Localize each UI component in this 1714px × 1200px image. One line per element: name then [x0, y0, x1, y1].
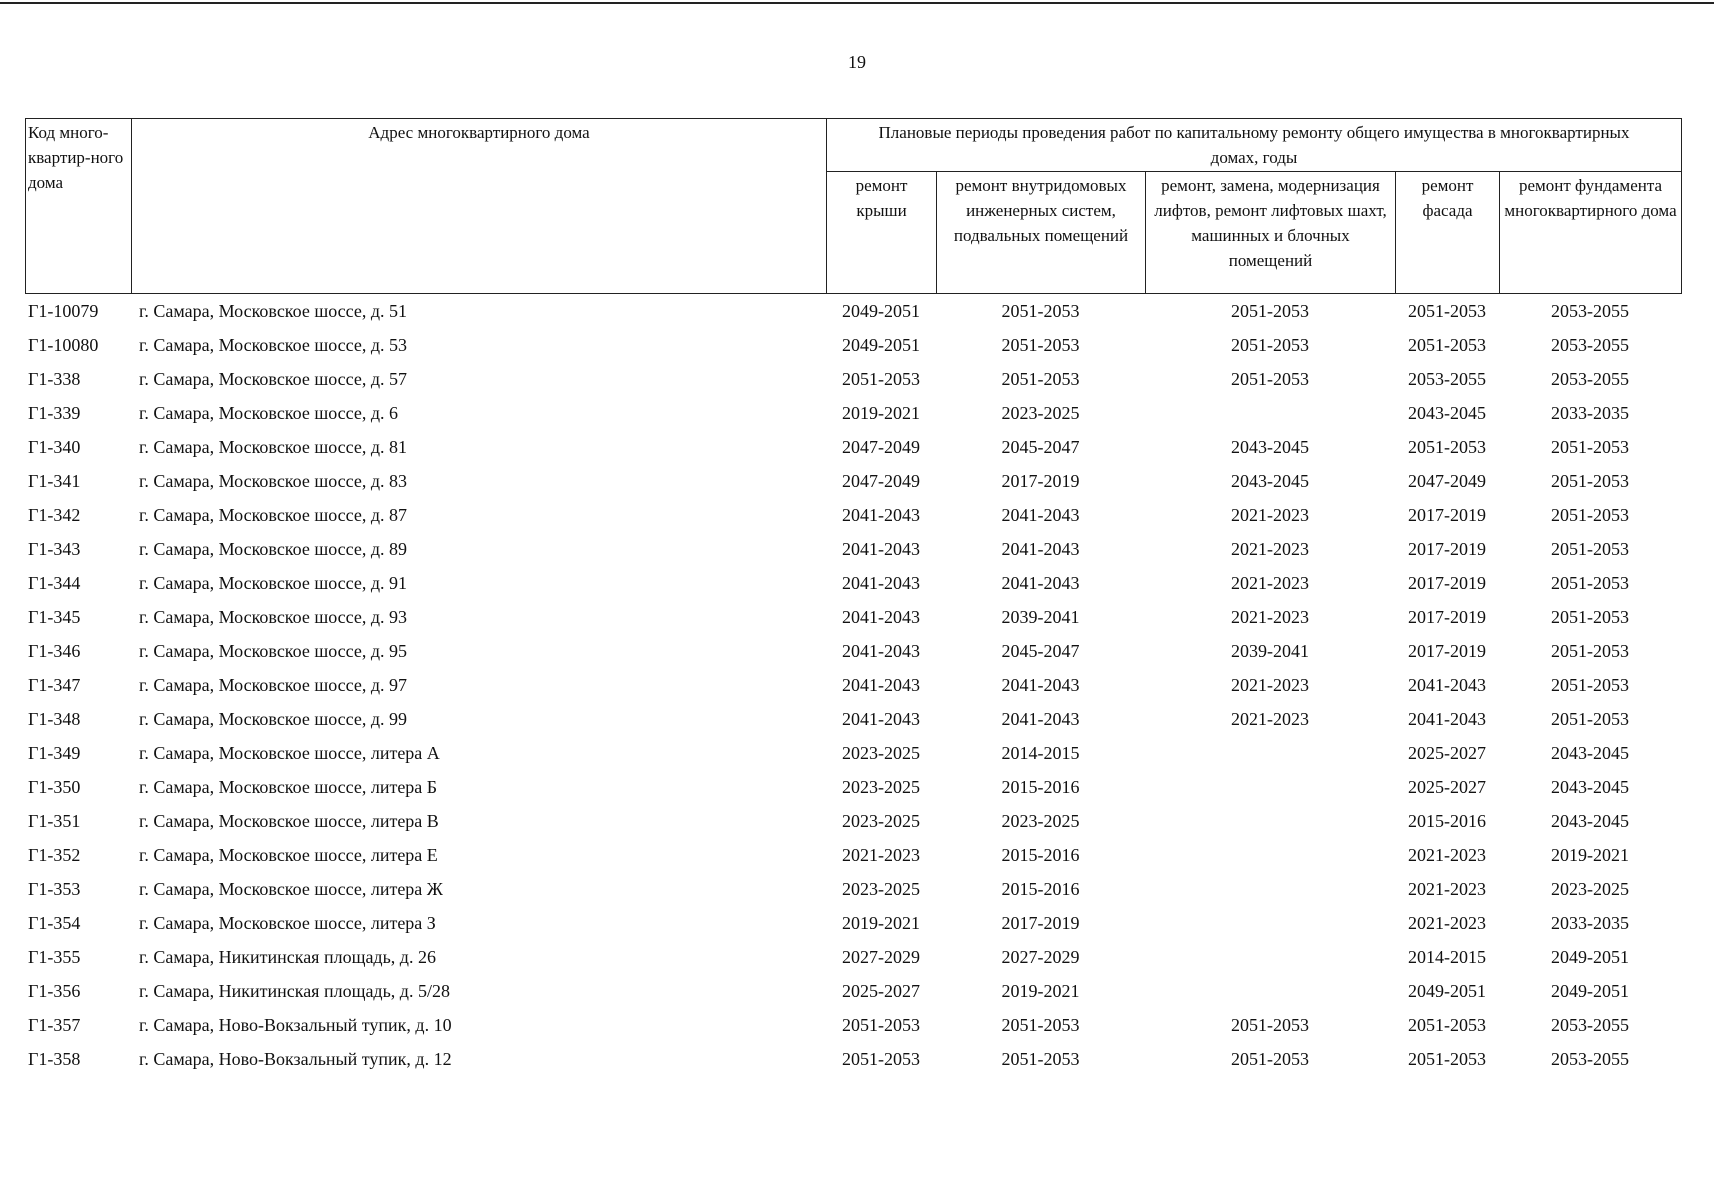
table-row	[25, 804, 1681, 838]
cell-code: Г1-357	[28, 1014, 81, 1035]
cell-facade: 2017-2019	[1408, 538, 1486, 559]
cell-lifts	[1145, 804, 1395, 838]
cell-foundation: 2033-2035	[1551, 912, 1629, 933]
cell-roof: 2041-2043	[842, 674, 920, 695]
cell-lifts	[1145, 736, 1395, 770]
cell-facade: 2051-2053	[1408, 1048, 1486, 1069]
cell-address: г. Самара, Московское шоссе, д. 97	[139, 674, 407, 695]
cell-roof: 2051-2053	[842, 1048, 920, 1069]
cell-address: г. Самара, Московское шоссе, литера А	[139, 742, 440, 763]
cell-lifts: 2021-2023	[1231, 606, 1309, 627]
cell-systems: 2017-2019	[1001, 470, 1080, 491]
cell-lifts: 2051-2053	[1231, 368, 1309, 389]
table-row	[25, 634, 1681, 668]
cell-lifts: 2021-2023	[1231, 572, 1309, 593]
cell-foundation: 2051-2053	[1551, 640, 1629, 661]
cell-facade: 2053-2055	[1408, 368, 1486, 389]
cell-systems: 2051-2053	[1001, 300, 1080, 321]
cell-roof: 2041-2043	[842, 538, 920, 559]
cell-foundation: 2051-2053	[1551, 470, 1629, 491]
cell-roof: 2023-2025	[842, 878, 920, 899]
cell-address: г. Самара, Московское шоссе, литера Б	[139, 776, 438, 797]
cell-systems: 2041-2043	[1001, 538, 1080, 559]
cell-systems: 2017-2019	[1001, 912, 1080, 933]
cell-lifts: 2021-2023	[1231, 674, 1309, 695]
cell-address: г. Самара, Московское шоссе, д. 87	[139, 504, 407, 525]
table-row	[25, 566, 1681, 600]
cell-address: г. Самара, Московское шоссе, литера З	[139, 912, 436, 933]
cell-roof: 2023-2025	[842, 776, 920, 797]
cell-roof: 2041-2043	[842, 606, 920, 627]
cell-foundation: 2049-2051	[1551, 946, 1629, 967]
cell-systems: 2027-2029	[1001, 946, 1080, 967]
cell-facade: 2021-2023	[1408, 844, 1486, 865]
cell-systems: 2019-2021	[1001, 980, 1080, 1001]
cell-facade: 2049-2051	[1408, 980, 1486, 1001]
cell-code: Г1-352	[28, 844, 81, 865]
cell-roof: 2025-2027	[842, 980, 920, 1001]
cell-foundation: 2043-2045	[1551, 810, 1629, 831]
header-systems: ремонт внутридомовых инженерных систем, подвальных помещений	[937, 172, 1146, 294]
cell-lifts	[1145, 396, 1395, 430]
cell-lifts	[1145, 872, 1395, 906]
cell-code: Г1-358	[28, 1048, 81, 1069]
cell-code: Г1-340	[28, 436, 81, 457]
cell-roof: 2041-2043	[842, 504, 920, 525]
cell-roof: 2041-2043	[842, 640, 920, 661]
cell-roof: 2047-2049	[842, 436, 920, 457]
cell-foundation: 2019-2021	[1551, 844, 1629, 865]
table-row	[25, 430, 1681, 464]
cell-lifts: 2051-2053	[1231, 1048, 1309, 1069]
cell-systems: 2051-2053	[1001, 1014, 1080, 1035]
header-code: Код много-квартир-ного дома	[26, 119, 132, 294]
cell-address: г. Самара, Московское шоссе, д. 91	[139, 572, 407, 593]
cell-facade: 2041-2043	[1408, 674, 1486, 695]
cell-code: Г1-350	[28, 776, 81, 797]
cell-address: г. Самара, Московское шоссе, д. 89	[139, 538, 407, 559]
cell-code: Г1-343	[28, 538, 81, 559]
cell-facade: 2051-2053	[1408, 1014, 1486, 1035]
cell-lifts: 2051-2053	[1231, 1014, 1309, 1035]
cell-lifts: 2051-2053	[1231, 300, 1309, 321]
cell-foundation: 2043-2045	[1551, 742, 1629, 763]
cell-roof: 2047-2049	[842, 470, 920, 491]
cell-facade: 2025-2027	[1408, 742, 1486, 763]
cell-address: г. Самара, Московское шоссе, д. 6	[139, 402, 398, 423]
table-row	[25, 736, 1681, 770]
cell-foundation: 2049-2051	[1551, 980, 1629, 1001]
cell-systems: 2015-2016	[1001, 878, 1080, 899]
cell-roof: 2051-2053	[842, 1014, 920, 1035]
cell-foundation: 2053-2055	[1551, 1014, 1629, 1035]
cell-foundation: 2053-2055	[1551, 300, 1629, 321]
cell-address: г. Самара, Московское шоссе, литера В	[139, 810, 439, 831]
table-row	[25, 328, 1681, 362]
cell-lifts: 2043-2045	[1231, 470, 1309, 491]
cell-roof: 2019-2021	[842, 402, 920, 423]
cell-roof: 2041-2043	[842, 572, 920, 593]
cell-systems: 2041-2043	[1001, 708, 1080, 729]
cell-code: Г1-354	[28, 912, 81, 933]
cell-systems: 2045-2047	[1001, 436, 1080, 457]
cell-address: г. Самара, Ново-Вокзальный тупик, д. 12	[139, 1048, 452, 1069]
cell-foundation: 2023-2025	[1551, 878, 1629, 899]
cell-systems: 2039-2041	[1001, 606, 1080, 627]
cell-lifts	[1145, 838, 1395, 872]
cell-lifts	[1145, 906, 1395, 940]
cell-lifts: 2051-2053	[1231, 334, 1309, 355]
cell-facade: 2014-2015	[1408, 946, 1486, 967]
cell-foundation: 2043-2045	[1551, 776, 1629, 797]
cell-systems: 2045-2047	[1001, 640, 1080, 661]
cell-code: Г1-339	[28, 402, 81, 423]
table-body	[25, 294, 1681, 1076]
cell-systems: 2015-2016	[1001, 776, 1080, 797]
header-roof: ремонт крыши	[827, 172, 937, 294]
cell-roof: 2023-2025	[842, 810, 920, 831]
cell-address: г. Самара, Московское шоссе, д. 93	[139, 606, 407, 627]
cell-systems: 2051-2053	[1001, 1048, 1080, 1069]
cell-address: г. Самара, Никитинская площадь, д. 5/28	[139, 980, 450, 1001]
cell-facade: 2051-2053	[1408, 436, 1486, 457]
cell-code: Г1-342	[28, 504, 81, 525]
cell-facade: 2047-2049	[1408, 470, 1486, 491]
cell-foundation: 2053-2055	[1551, 1048, 1629, 1069]
cell-code: Г1-353	[28, 878, 81, 899]
top-border-line	[0, 2, 1714, 4]
table-row	[25, 294, 1681, 328]
cell-code: Г1-346	[28, 640, 81, 661]
cell-address: г. Самара, Никитинская площадь, д. 26	[139, 946, 436, 967]
cell-facade: 2017-2019	[1408, 504, 1486, 525]
cell-facade: 2041-2043	[1408, 708, 1486, 729]
cell-foundation: 2033-2035	[1551, 402, 1629, 423]
cell-foundation: 2051-2053	[1551, 674, 1629, 695]
cell-foundation: 2051-2053	[1551, 708, 1629, 729]
cell-roof: 2021-2023	[842, 844, 920, 865]
table-row	[25, 396, 1681, 430]
cell-foundation: 2051-2053	[1551, 436, 1629, 457]
cell-roof: 2051-2053	[842, 368, 920, 389]
cell-address: г. Самара, Московское шоссе, д. 81	[139, 436, 407, 457]
cell-facade: 2017-2019	[1408, 572, 1486, 593]
cell-foundation: 2053-2055	[1551, 368, 1629, 389]
cell-code: Г1-10080	[28, 334, 99, 355]
cell-address: г. Самара, Московское шоссе, д. 51	[139, 300, 407, 321]
table-row	[25, 940, 1681, 974]
cell-code: Г1-349	[28, 742, 81, 763]
cell-address: г. Самара, Московское шоссе, д. 57	[139, 368, 407, 389]
cell-address: г. Самара, Московское шоссе, д. 83	[139, 470, 407, 491]
header-lifts: ремонт, замена, модернизация лифтов, ремонт лифтовых шахт, машинных и блочных помещений	[1146, 172, 1396, 294]
cell-lifts	[1145, 974, 1395, 1008]
cell-systems: 2051-2053	[1001, 334, 1080, 355]
cell-foundation: 2051-2053	[1551, 606, 1629, 627]
table-row	[25, 702, 1681, 736]
cell-roof: 2023-2025	[842, 742, 920, 763]
cell-code: Г1-351	[28, 810, 81, 831]
page-number: 19	[848, 52, 866, 72]
cell-lifts: 2021-2023	[1231, 708, 1309, 729]
cell-roof: 2041-2043	[842, 708, 920, 729]
cell-roof: 2019-2021	[842, 912, 920, 933]
cell-foundation: 2051-2053	[1551, 504, 1629, 525]
cell-facade: 2051-2053	[1408, 334, 1486, 355]
cell-roof: 2049-2051	[842, 334, 920, 355]
cell-roof: 2027-2029	[842, 946, 920, 967]
header-foundation: ремонт фундамента многоквартирного дома	[1500, 172, 1682, 294]
cell-facade: 2021-2023	[1408, 912, 1486, 933]
cell-systems: 2023-2025	[1001, 810, 1080, 831]
cell-systems: 2041-2043	[1001, 572, 1080, 593]
table-row	[25, 872, 1681, 906]
cell-foundation: 2053-2055	[1551, 334, 1629, 355]
table-row	[25, 974, 1681, 1008]
cell-lifts: 2043-2045	[1231, 436, 1309, 457]
cell-code: Г1-355	[28, 946, 81, 967]
table-row	[25, 1008, 1681, 1042]
table-row	[25, 498, 1681, 532]
table-row	[25, 362, 1681, 396]
cell-lifts	[1145, 940, 1395, 974]
cell-lifts	[1145, 770, 1395, 804]
cell-systems: 2051-2053	[1001, 368, 1080, 389]
table-row	[25, 532, 1681, 566]
cell-systems: 2014-2015	[1001, 742, 1080, 763]
cell-address: г. Самара, Московское шоссе, д. 53	[139, 334, 407, 355]
cell-systems: 2023-2025	[1001, 402, 1080, 423]
table-row	[25, 770, 1681, 804]
cell-systems: 2015-2016	[1001, 844, 1080, 865]
cell-foundation: 2051-2053	[1551, 572, 1629, 593]
cell-address: г. Самара, Московское шоссе, литера Е	[139, 844, 438, 865]
cell-facade: 2017-2019	[1408, 606, 1486, 627]
cell-systems: 2041-2043	[1001, 504, 1080, 525]
table-row	[25, 600, 1681, 634]
header-address: Адрес многоквартирного дома	[132, 119, 827, 294]
cell-code: Г1-347	[28, 674, 81, 695]
cell-address: г. Самара, Ново-Вокзальный тупик, д. 10	[139, 1014, 452, 1035]
cell-address: г. Самара, Московское шоссе, литера Ж	[139, 878, 443, 899]
cell-facade: 2015-2016	[1408, 810, 1486, 831]
table-row	[25, 906, 1681, 940]
cell-code: Г1-10079	[28, 300, 99, 321]
cell-code: Г1-356	[28, 980, 81, 1001]
cell-facade: 2017-2019	[1408, 640, 1486, 661]
table-row	[25, 668, 1681, 702]
table-row	[25, 838, 1681, 872]
header-facade: ремонт фасада	[1396, 172, 1500, 294]
cell-facade: 2051-2053	[1408, 300, 1486, 321]
cell-code: Г1-345	[28, 606, 81, 627]
schedule-table	[25, 118, 1681, 1076]
cell-code: Г1-338	[28, 368, 81, 389]
cell-address: г. Самара, Московское шоссе, д. 95	[139, 640, 407, 661]
cell-roof: 2049-2051	[842, 300, 920, 321]
cell-code: Г1-348	[28, 708, 81, 729]
cell-code: Г1-344	[28, 572, 81, 593]
cell-address: г. Самара, Московское шоссе, д. 99	[139, 708, 407, 729]
cell-facade: 2021-2023	[1408, 878, 1486, 899]
cell-lifts: 2039-2041	[1231, 640, 1309, 661]
cell-foundation: 2051-2053	[1551, 538, 1629, 559]
table-header	[25, 118, 1682, 294]
header-periods: Плановые периоды проведения работ по капитальному ремонту общего имущества в многоквартирных домах, годы	[827, 119, 1682, 172]
table-row	[25, 1042, 1681, 1076]
cell-code: Г1-341	[28, 470, 81, 491]
cell-facade: 2025-2027	[1408, 776, 1486, 797]
cell-facade: 2043-2045	[1408, 402, 1486, 423]
cell-systems: 2041-2043	[1001, 674, 1080, 695]
table-row	[25, 464, 1681, 498]
cell-lifts: 2021-2023	[1231, 504, 1309, 525]
cell-lifts: 2021-2023	[1231, 538, 1309, 559]
